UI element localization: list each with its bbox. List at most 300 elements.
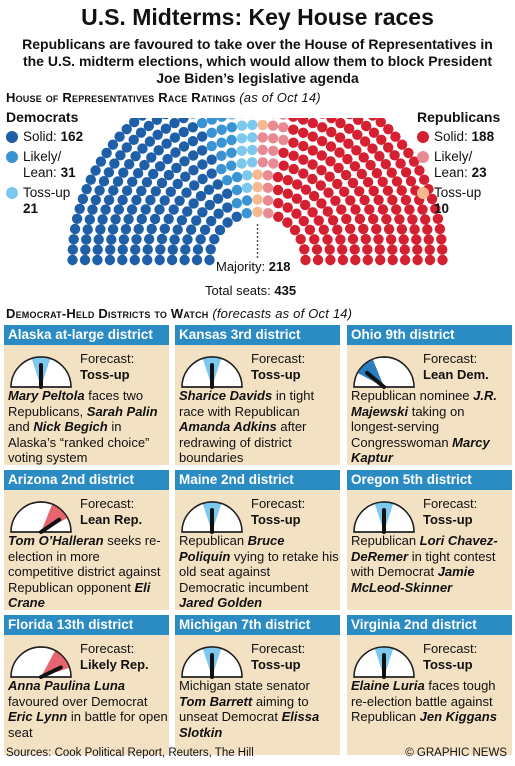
candidate-name: Eric Lynn <box>8 709 68 724</box>
seat-dot-toss-up <box>242 183 252 193</box>
district-name: Florida 13th district <box>4 615 169 635</box>
seat-dot-likely-lean <box>242 208 252 218</box>
seat-dot-likely-lean <box>278 118 288 120</box>
seat-dot-solid <box>278 148 288 158</box>
seat-dot-solid <box>209 234 219 244</box>
seat-dot-solid <box>161 124 171 134</box>
seat-dot-solid <box>325 244 335 254</box>
seat-dot-likely-lean <box>242 195 252 205</box>
seat-dot-solid <box>378 204 388 214</box>
seat-dot-solid <box>188 136 198 146</box>
forecast-block <box>423 496 511 528</box>
seat-dot-solid <box>389 150 399 160</box>
seat-dot-solid <box>213 209 223 219</box>
seat-dot-solid <box>298 155 308 165</box>
seat-dot-solid <box>288 151 298 161</box>
seat-dot-solid <box>387 195 397 205</box>
seat-dot-solid <box>392 176 402 186</box>
seat-dot-solid <box>288 118 298 122</box>
seat-dot-solid <box>404 204 414 214</box>
seat-dot-likely-lean <box>207 118 217 125</box>
seat-dot-solid <box>174 196 184 206</box>
dem-lean-dot <box>6 151 18 163</box>
seat-dot-solid <box>371 224 381 234</box>
district-card <box>347 325 512 465</box>
seat-dot-solid <box>390 132 400 142</box>
forecast-value: Toss-up <box>251 512 301 527</box>
seat-dot-solid <box>326 141 336 151</box>
seat-dot-solid <box>273 172 283 182</box>
rep-legend-lean: Likely/ Lean: 23 <box>417 149 500 181</box>
seat-dot-solid <box>338 255 348 265</box>
seat-dot-solid <box>422 224 432 234</box>
seat-dot-solid <box>90 165 100 175</box>
seat-dot-solid <box>147 224 157 234</box>
district-description <box>351 678 511 725</box>
seat-dot-solid <box>164 170 174 180</box>
seat-dot-solid <box>328 215 338 225</box>
seat-dot-solid <box>188 165 198 175</box>
seat-dot-solid <box>341 214 351 224</box>
district-name: Michigan 7th district <box>175 615 340 635</box>
seat-dot-solid <box>108 140 118 150</box>
districts-heading: Democrat-Held Districts to Watch (forecasts as of Oct 14) <box>6 306 353 321</box>
seat-dot-solid <box>143 244 153 254</box>
seat-dot-solid <box>299 244 309 254</box>
dem-legend-solid: Solid: 162 <box>6 129 83 145</box>
seat-dot-solid <box>196 234 206 244</box>
seat-dot-solid <box>319 225 329 235</box>
rep-lean-dot <box>417 151 429 163</box>
seat-dot-solid <box>330 196 340 206</box>
description-text: and <box>8 419 34 434</box>
rep-legend-solid: Solid: 188 <box>417 129 500 145</box>
district-name: Ohio 9th district <box>347 325 512 345</box>
seat-dot-toss-up <box>258 120 268 130</box>
district-card <box>175 470 340 610</box>
seat-dot-solid <box>207 155 217 165</box>
candidate-name: Marcy Kaptur <box>351 434 490 465</box>
candidate-name: Jen Kiggans <box>419 709 497 724</box>
seat-dot-solid <box>206 244 216 254</box>
forecast-block <box>423 641 511 673</box>
seat-dot-likely-lean <box>217 125 227 135</box>
seat-dot-solid <box>171 163 181 173</box>
seat-dot-toss-up <box>227 118 237 120</box>
dem-solid-dot <box>6 131 18 143</box>
seat-dot-solid <box>166 187 176 197</box>
seat-dot-solid <box>288 138 298 148</box>
seat-dot-toss-up <box>252 182 262 192</box>
candidate-name: J.R. Majewski <box>351 388 497 419</box>
seat-dot-solid <box>167 255 177 265</box>
seat-dot-likely-lean <box>227 122 237 132</box>
district-description <box>179 678 339 740</box>
seat-dot-solid <box>86 175 96 185</box>
seat-dot-solid <box>197 159 207 169</box>
seat-dot-solid <box>381 159 391 169</box>
seat-dot-likely-lean <box>217 118 227 122</box>
forecast-gauge <box>179 351 247 389</box>
seat-dot-solid <box>358 224 368 234</box>
seat-dot-solid <box>145 195 155 205</box>
district-card <box>4 470 169 610</box>
seat-dot-likely-lean <box>188 118 198 119</box>
seat-dot-toss-up <box>252 207 262 217</box>
seat-dot-solid <box>273 212 283 222</box>
district-description <box>351 388 511 466</box>
seat-dot-solid <box>148 169 158 179</box>
candidate-name: Tom Barrett <box>179 693 253 709</box>
seat-dot-solid <box>222 189 232 199</box>
forecast-gauge <box>179 641 247 679</box>
seat-dot-solid <box>94 185 104 195</box>
seat-dot-solid <box>80 245 90 255</box>
rep-solid-dot <box>417 131 429 143</box>
seat-dot-solid <box>357 169 367 179</box>
seat-dot-solid <box>207 168 217 178</box>
forecast-block <box>80 351 168 383</box>
seat-dot-likely-lean <box>258 157 268 167</box>
seat-dot-solid <box>160 195 170 205</box>
ratings-heading: House of Representatives Race Ratings (as of Oct 14) <box>6 90 321 105</box>
seat-dot-solid <box>291 209 301 219</box>
forecast-block <box>251 496 339 528</box>
district-description <box>8 678 168 740</box>
seat-dot-solid <box>435 224 445 234</box>
rep-legend <box>417 109 500 217</box>
rep-legend-head: Republicans <box>417 109 501 125</box>
seat-dot-solid <box>117 255 127 265</box>
seat-dot-solid <box>345 224 355 234</box>
majority-label: Majority: 218 <box>216 259 291 274</box>
seat-dot-solid <box>401 167 411 177</box>
seat-dot-solid <box>399 234 409 244</box>
seat-dot-solid <box>155 255 165 265</box>
seat-dot-solid <box>299 216 309 226</box>
district-grid <box>4 325 512 743</box>
seat-dot-solid <box>118 245 128 255</box>
seat-dot-solid <box>136 186 146 196</box>
seat-dot-solid <box>397 185 407 195</box>
seat-dot-solid <box>335 234 345 244</box>
seat-dot-solid <box>437 244 447 254</box>
description-text: in battle for open seat <box>8 709 168 740</box>
forecast-gauge <box>351 351 419 389</box>
seat-dot-likely-lean <box>263 195 273 205</box>
seat-dot-solid <box>355 214 365 224</box>
description-text: faces tough re-election battle against Republican <box>351 678 496 724</box>
seat-dot-likely-lean <box>216 138 226 148</box>
seat-dot-solid <box>350 161 360 171</box>
seat-dot-solid <box>317 118 327 119</box>
dem-toss-dot <box>6 187 18 199</box>
seat-dot-toss-up <box>237 146 247 156</box>
seat-dot-solid <box>142 177 152 187</box>
forecast-value: Toss-up <box>251 657 301 672</box>
seat-dot-solid <box>323 206 333 216</box>
seat-dot-solid <box>170 132 180 142</box>
description-text: favoured over Democrat <box>8 693 148 709</box>
seat-dot-solid <box>144 234 154 244</box>
district-description <box>179 533 339 611</box>
seat-dot-solid <box>150 214 160 224</box>
seat-dot-solid <box>139 160 149 170</box>
district-card <box>347 615 512 755</box>
description-text: seeks re-election in more competitive district against Republican opponent <box>8 533 161 595</box>
candidate-name: Jamie McLeod-Skinner <box>351 564 475 595</box>
seat-dot-solid <box>205 200 215 210</box>
forecast-gauge <box>351 641 419 679</box>
seat-dot-solid <box>161 139 171 149</box>
seat-dot-solid <box>181 188 191 198</box>
seat-dot-solid <box>401 195 411 205</box>
seat-dot-solid <box>122 186 132 196</box>
seat-dot-solid <box>96 156 106 166</box>
seat-dot-solid <box>177 215 187 225</box>
seat-dot-solid <box>169 204 179 214</box>
seat-dot-solid <box>186 225 196 235</box>
seat-dot-solid <box>85 214 95 224</box>
seat-dot-solid <box>350 255 360 265</box>
seat-dot-solid <box>317 122 327 132</box>
forecast-gauge <box>8 496 76 534</box>
seat-dot-solid <box>114 204 124 214</box>
description-text: in tight contest with Democrat <box>351 548 496 579</box>
seat-dot-likely-lean <box>226 135 236 145</box>
seat-dot-solid <box>105 245 115 255</box>
seat-dot-solid <box>307 207 317 217</box>
seat-dot-solid <box>308 118 318 128</box>
district-name: Arizona 2nd district <box>4 470 169 490</box>
candidate-name: Elaine Luria <box>351 678 425 693</box>
seat-dot-toss-up <box>252 194 262 204</box>
forecast-label: Forecast: <box>80 496 135 511</box>
seat-dot-solid <box>400 255 410 265</box>
seat-dot-solid <box>273 198 283 208</box>
seat-dot-solid <box>94 234 104 244</box>
seat-dot-solid <box>164 214 174 224</box>
seat-dot-solid <box>350 244 360 254</box>
seat-dot-solid <box>197 131 207 141</box>
forecast-block <box>80 496 168 528</box>
seat-dot-solid <box>206 216 216 226</box>
seat-dot-solid <box>130 244 140 254</box>
seat-dot-solid <box>305 225 315 235</box>
candidate-name: Mary Peltola <box>8 388 85 403</box>
seat-dot-solid <box>200 225 210 235</box>
seat-dot-solid <box>333 163 343 173</box>
seat-dot-solid <box>92 255 102 265</box>
seat-dot-likely-lean <box>278 135 288 145</box>
seat-dot-solid <box>196 191 206 201</box>
seat-dot-solid <box>341 170 351 180</box>
seat-dot-solid <box>179 141 189 151</box>
seat-dot-solid <box>307 174 317 184</box>
seat-dot-solid <box>97 214 107 224</box>
seat-dot-likely-lean <box>268 146 278 156</box>
description-text: in tight race with Republican <box>179 388 315 419</box>
rep-toss-dot <box>417 187 429 199</box>
forecast-label: Forecast: <box>423 496 478 511</box>
seat-dot-solid <box>197 174 207 184</box>
seat-dot-solid <box>316 180 326 190</box>
seat-dot-solid <box>411 234 421 244</box>
seat-dot-solid <box>292 179 302 189</box>
seat-dot-solid <box>101 148 111 158</box>
seat-dot-solid <box>336 204 346 214</box>
seat-dot-solid <box>117 195 127 205</box>
forecast-label: Forecast: <box>423 641 478 656</box>
dem-legend <box>6 109 83 217</box>
seat-dot-solid <box>359 195 369 205</box>
seat-dot-solid <box>337 245 347 255</box>
seat-dot-solid <box>309 234 319 244</box>
seat-dot-toss-up <box>237 158 247 168</box>
description-text: Republican <box>179 533 248 548</box>
forecast-block <box>251 641 339 673</box>
seat-dot-solid <box>283 189 293 199</box>
seat-dot-toss-up <box>237 121 247 131</box>
candidate-name: Nick Begich <box>33 419 108 434</box>
seat-dot-solid <box>301 185 311 195</box>
seat-dot-solid <box>322 234 332 244</box>
seat-dot-solid <box>173 225 183 235</box>
candidate-name: Amanda Adkins <box>179 419 277 434</box>
seat-dot-solid <box>123 214 133 224</box>
candidate-name: Anna Paulina Luna <box>8 678 126 693</box>
district-description <box>351 533 511 595</box>
seat-dot-likely-lean <box>207 128 217 138</box>
seat-dot-solid <box>436 234 446 244</box>
seat-dot-solid <box>368 214 378 224</box>
seat-dot-toss-up <box>237 133 247 143</box>
forecast-value: Toss-up <box>251 367 301 382</box>
seat-dot-solid <box>106 234 116 244</box>
seat-dot-solid <box>363 255 373 265</box>
seat-dot-solid <box>215 225 225 235</box>
seat-dot-solid <box>381 214 391 224</box>
seat-dot-solid <box>232 212 242 222</box>
seat-dot-solid <box>188 122 198 132</box>
seat-dot-solid <box>105 255 115 265</box>
seat-dot-solid <box>131 195 141 205</box>
seat-dot-solid <box>313 255 323 265</box>
seat-dot-solid <box>387 245 397 255</box>
candidate-name: Sharice Davids <box>179 388 273 403</box>
seat-dot-solid <box>127 204 137 214</box>
seat-dot-solid <box>289 164 299 174</box>
seat-dot-solid <box>312 244 322 254</box>
seat-dot-solid <box>384 224 394 234</box>
district-description <box>8 388 168 466</box>
seat-dot-solid <box>326 127 336 137</box>
seat-dot-solid <box>437 255 447 265</box>
district-description <box>179 388 339 466</box>
seat-dot-solid <box>394 214 404 224</box>
forecast-gauge <box>179 496 247 534</box>
district-name: Virginia 2nd district <box>347 615 512 635</box>
seat-dot-toss-up <box>247 157 257 167</box>
seat-dot-solid <box>391 204 401 214</box>
seat-dot-solid <box>354 186 364 196</box>
seat-dot-solid <box>173 179 183 189</box>
dem-legend-head: Democrats <box>6 109 79 125</box>
district-name: Alaska at-large district <box>4 325 169 345</box>
total-seats-label: Total seats: 435 <box>205 283 297 298</box>
description-text: vying to retake his old seat against Democratic incumbent <box>179 548 339 595</box>
seat-dot-likely-lean <box>232 172 242 182</box>
seat-dot-solid <box>204 255 214 265</box>
seat-dot-solid <box>345 195 355 205</box>
seat-dot-solid <box>213 179 223 189</box>
description-text: in Alaska’s “ranked choice” voting system <box>8 419 150 465</box>
seat-dot-solid <box>424 234 434 244</box>
seat-dot-solid <box>169 234 179 244</box>
seat-dot-solid <box>335 132 345 142</box>
page-title: U.S. Midterms: Key House races <box>81 4 434 30</box>
seat-dot-likely-lean <box>263 208 273 218</box>
candidate-name: Sarah Palin <box>86 403 158 419</box>
seat-dot-likely-lean <box>258 132 268 142</box>
seat-dot-solid <box>155 161 165 171</box>
seat-dot-solid <box>378 177 388 187</box>
seat-dot-solid <box>350 204 360 214</box>
seat-dot-solid <box>179 255 189 265</box>
seat-dot-solid <box>222 217 232 227</box>
seat-dot-solid <box>180 172 190 182</box>
seat-dot-toss-up <box>247 120 257 130</box>
candidate-name: Eli Crane <box>8 579 151 610</box>
seat-dot-solid <box>95 224 105 234</box>
seat-dot-solid <box>142 255 152 265</box>
district-name: Kansas 3rd district <box>175 325 340 345</box>
seat-dot-toss-up <box>247 145 257 155</box>
seat-dot-likely-lean <box>232 185 242 195</box>
seat-dot-solid <box>130 255 140 265</box>
seat-dot-solid <box>314 215 324 225</box>
seat-dot-solid <box>157 234 167 244</box>
candidate-name: Elissa Slotkin <box>179 709 320 740</box>
seat-dot-solid <box>339 187 349 197</box>
forecast-value: Lean Rep. <box>80 512 143 527</box>
seat-dot-solid <box>364 204 374 214</box>
district-name: Maine 2nd district <box>175 470 340 490</box>
seat-dot-solid <box>397 224 407 234</box>
seat-dot-solid <box>192 255 202 265</box>
seat-dot-solid <box>409 224 419 234</box>
seat-dot-solid <box>119 234 129 244</box>
district-name: Oregon 5th district <box>347 470 512 490</box>
seat-dot-solid <box>118 168 128 178</box>
seat-dot-solid <box>157 178 167 188</box>
seat-dot-likely-lean <box>207 141 217 151</box>
seat-dot-solid <box>131 234 141 244</box>
district-card <box>4 615 169 755</box>
forecast-value: Lean Dem. <box>423 367 489 382</box>
seat-dot-solid <box>386 234 396 244</box>
seat-dot-solid <box>197 145 207 155</box>
seat-dot-solid <box>80 255 90 265</box>
seat-dot-solid <box>296 234 306 244</box>
seat-dot-solid <box>179 127 189 137</box>
district-description <box>8 533 168 611</box>
seat-dot-solid <box>91 195 101 205</box>
dem-legend-lean: Likely/ Lean: 31 <box>6 149 83 181</box>
district-card <box>4 325 169 465</box>
seat-dot-solid <box>332 179 342 189</box>
seat-dot-solid <box>288 125 298 135</box>
